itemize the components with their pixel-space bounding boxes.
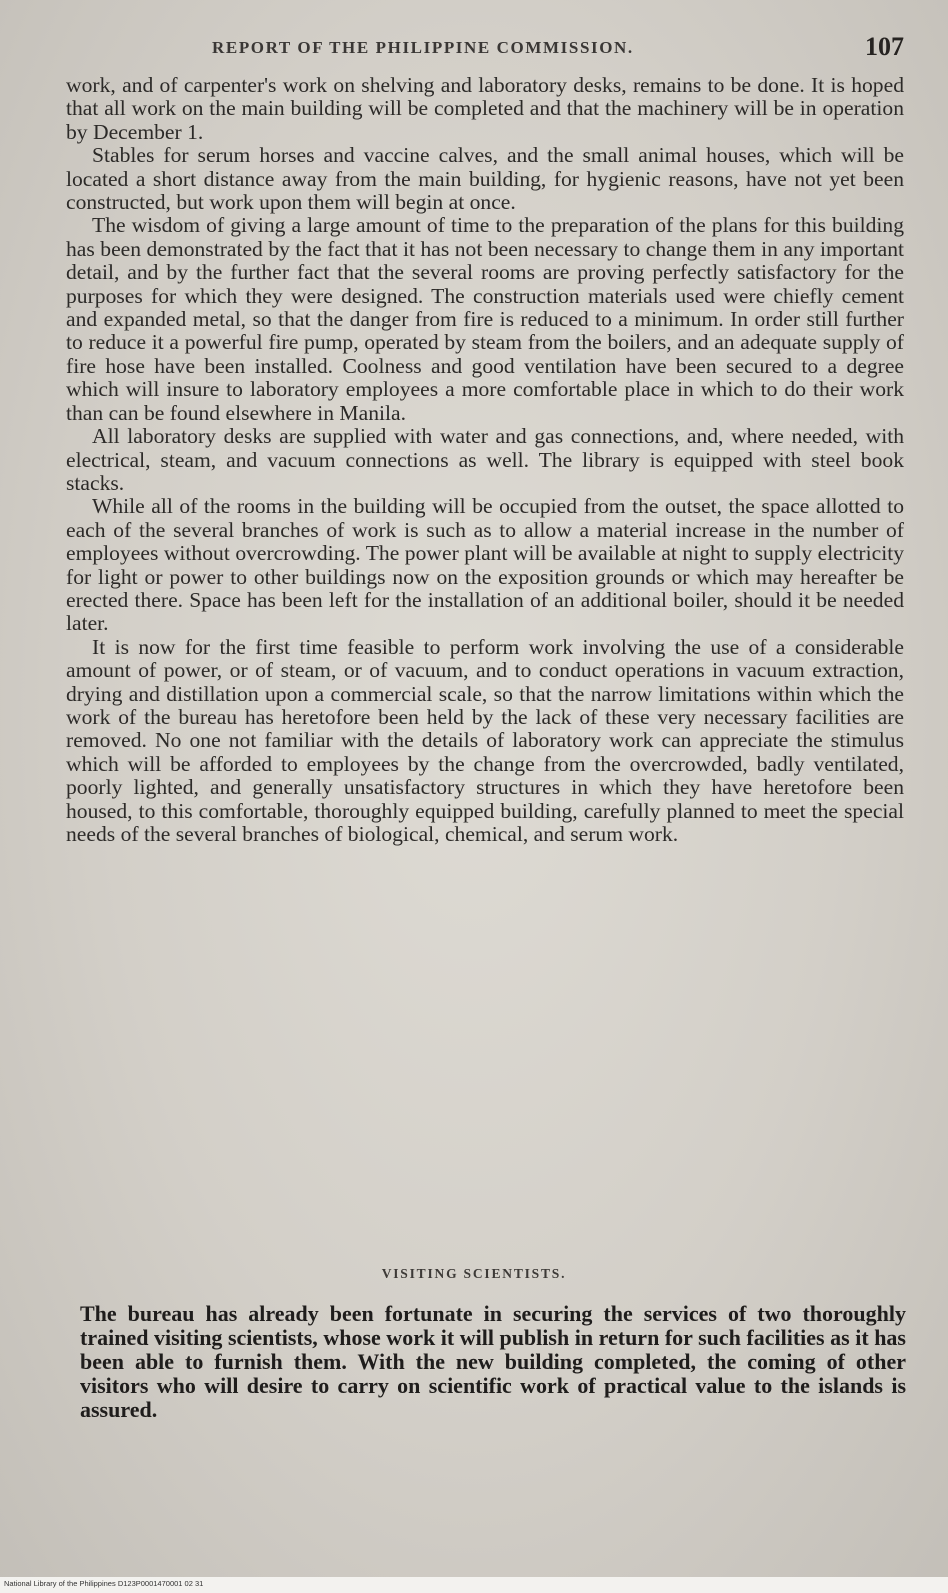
paragraph: All laboratory desks are supplied with water and gas connections, and, where needed, with electrical, steam, and vacuum connections as well. The library is equipped with steel book stacks. bbox=[66, 424, 904, 495]
section-heading: VISITING SCIENTISTS. bbox=[381, 1266, 567, 1281]
paragraph-continued: work, and of carpenter's work on shelving and laboratory desks, remains to be done. It is hoped that all work on the main building will be completed and that the machinery will be in operation by December 1. bbox=[66, 73, 904, 144]
section-body bbox=[80, 1302, 906, 1422]
paragraph: Stables for serum horses and vaccine calves, and the small animal houses, which will be located a short distance away from the main building, for hygienic reasons, have not yet been constructed, but work upon them will begin at once. bbox=[66, 143, 904, 215]
footer-credit: National Library of the Philippines D123P0001470001 02 31 bbox=[4, 1579, 204, 1588]
page-number: 107 bbox=[865, 32, 904, 61]
body-text bbox=[66, 74, 904, 846]
paragraph: While all of the rooms in the building will be occupied from the outset, the space allotted to each of the several branches of work is such as to allow a material increase in the number of employees without overcrowding. The power plant will be available at night to supply electricity for light or power to other buildings now on the exposition grounds or which may hereafter be erected there. Space has been left for the installation of an additional boiler, should it be needed later. bbox=[66, 494, 904, 636]
running-head bbox=[62, 30, 910, 66]
paragraph: The wisdom of giving a large amount of time to the preparation of the plans for this building has been demonstrated by the fact that it has not been necessary to change them in any important detail, and by the further fact that the several rooms are proving perfectly satisfactory for the purposes for which they were designed. The construction materials used were chiefly cement and expanded metal, so that the danger from fire is reduced to a minimum. In order still further to reduce it a powerful fire pump, operated by steam from the boilers, and an adequate supply of fire hose have been installed. Coolness and good ventilation have been secured to a degree which will insure to laboratory employees a more comfortable place in which to do their work than can be found elsewhere in Manila. bbox=[66, 213, 904, 425]
paragraph: It is now for the first time feasible to perform work involving the use of a considerable amount of power, or of steam, or of vacuum, and to conduct operations in vacuum extraction, drying and distillation upon a commercial scale, so that the narrow limitations within which the work of the bureau has heretofore been held by the lack of these very necessary facilities are removed. No one not familiar with the details of laboratory work can appreciate the stimulus which will be afforded to employees by the change from the overcrowded, badly ventilated, poorly lighted, and generally unsatisfactory structures in which they have heretofore been housed, to this comfortable, thoroughly equipped building, carefully planned to meet the special needs of the several branches of biological, chemical, and serum work. bbox=[66, 634, 904, 846]
running-title: REPORT OF THE PHILIPPINE COMMISSION. bbox=[212, 38, 634, 57]
paragraph: The bureau has already been fortunate in securing the services of two thoroughly trained visiting scientists, whose work it will publish in return for such facilities as it has been able to furnish them. With the new building completed, the coming of other visitors who will desire to carry on scientific work of practical value to the islands is assured. bbox=[80, 1301, 906, 1422]
footer-strip bbox=[0, 1577, 948, 1593]
